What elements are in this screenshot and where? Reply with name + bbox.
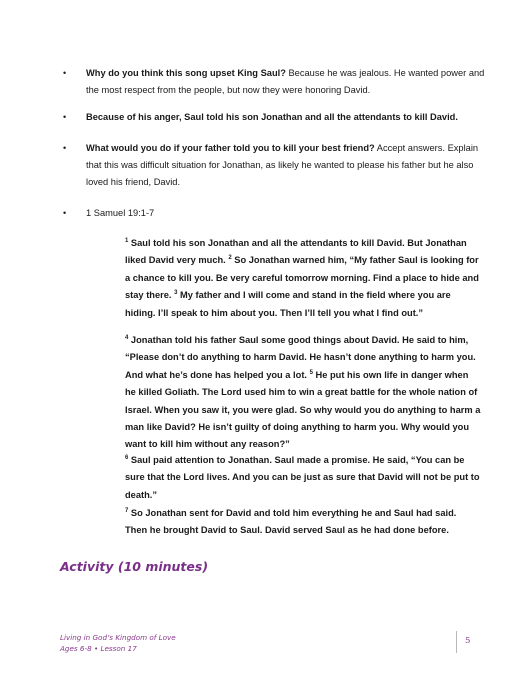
discussion-answer: Because he was jealous. He wanted power and the most respect from the people, but now they were honoring David. [86,68,485,95]
page-number: 5 [465,636,471,646]
discussion-item [63,205,486,222]
footer-divider [456,631,457,653]
verse-number: 4 [125,334,129,341]
footer-subtitle: Ages 6-8 • Lesson 17 [60,644,137,653]
activity-heading: Activity (10 minutes) [60,559,209,574]
discussion-item [63,109,486,126]
page-footer [60,632,176,654]
verse-text: He put his own life in danger when he killed Goliath. The Lord used him to win a great battle for the whole nation of Israel. When you saw it, you were glad. So why would you do anything to harm a man like David? He isn’t guilty of doing anything to harm you. Why would you want to kill him without any reason?” [125,369,481,450]
bullet-marker: • [63,68,67,78]
discussion-item [63,140,486,191]
bullet-marker: • [63,208,67,218]
verse-number: 6 [125,454,129,461]
discussion-question: What would you do if your father told you to kill your best friend? [86,143,375,153]
verse-number: 1 [125,237,129,244]
discussion-item [63,65,486,99]
discussion-question: Why do you think this song upset King Saul? [86,68,286,78]
verse-text: Jonathan told his father Saul some good things about David. He said to him, “Please don’t do anything to harm David. He hasn’t done anything to harm you. And what he’s done has helped you a lot. [125,335,476,380]
footer-title: Living in God’s Kingdom of Love [60,633,176,642]
discussion-answer: Accept answers. Explain that this was difficult situation for Jonathan, as likely he wanted to please his father but he also loved his friend, David. [86,143,479,187]
discussion-question: Because of his anger, Saul told his son Jonathan and all the attendants to kill David. [86,112,458,122]
scripture-paragraph [125,332,481,454]
verse-text: So Jonathan warned him, “My father Saul is looking for a chance to kill you. Be very careful tomorrow morning. Find a place to hide and stay there. [125,255,479,301]
verse-number: 2 [228,255,232,262]
verse-number: 3 [174,290,178,297]
scripture-paragraph [125,452,481,504]
verse-number: 5 [309,369,313,376]
scripture-paragraph [125,505,481,540]
verse-text: Saul told his son Jonathan and all the attendants to kill David. But Jonathan liked David very much. [125,238,467,266]
bullet-marker: • [63,143,67,153]
bullet-marker: • [63,112,67,122]
verse-text: So Jonathan sent for David and told him everything he and Saul had said. Then he brought David to Saul. David served Saul as he had done before. [125,508,457,536]
verse-text: Saul paid attention to Jonathan. Saul made a promise. He said, “You can be sure that the Lord lives. And you can be just as sure that David will not be put to death.” [125,455,480,500]
scripture-paragraph [125,235,481,322]
verse-number: 7 [125,507,129,514]
verse-text: My father and I will come and stand in the field where you are hiding. I’ll speak to him about you. Then I’ll tell you what I find out.” [125,290,451,318]
scripture-reference: 1 Samuel 19:1-7 [86,208,155,218]
